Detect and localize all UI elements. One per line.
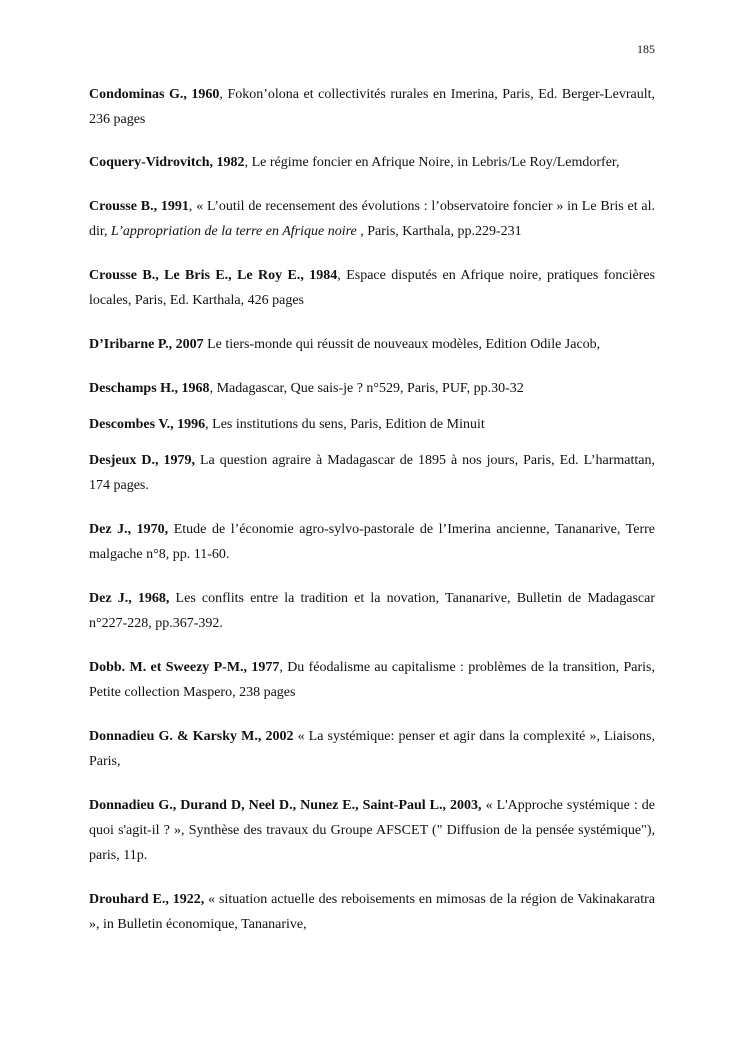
reference-author: Crousse B., Le Bris E., Le Roy E., 1984	[89, 268, 338, 283]
reference-list	[89, 82, 655, 937]
reference-entry: Crousse B., 1991, « L’outil de recensement des évolutions : l’observatoire foncier » in Le Bris et al. dir, L’appropriation de la terre en Afrique noire , Paris, Karthala, pp.229-231	[89, 199, 655, 239]
reference-author: Donnadieu G., Durand D, Neel D., Nunez E., Saint-Paul L., 2003,	[89, 798, 482, 813]
reference-text: Etude de l’économie agro-sylvo-pastorale de l’Imerina ancienne, Tananarive, Terre malgache n°8, pp. 11-60.	[89, 522, 655, 562]
reference-author: Coquery-Vidrovitch, 1982	[89, 155, 245, 170]
reference-entry	[89, 448, 655, 498]
reference-author: Drouhard E., 1922,	[89, 892, 205, 907]
reference-entry: Crousse B., Le Bris E., Le Roy E., 1984, Espace disputés en Afrique noire, pratiques foncières locales, Paris, Ed. Karthala, 426 pages	[89, 268, 656, 308]
reference-text: Espace disputés en Afrique noire, pratiques foncières locales, Paris, Ed. Karthala, 426 pages	[89, 268, 656, 308]
reference-author: Donnadieu G. & Karsky M., 2002	[89, 729, 294, 744]
page-number: 185	[637, 42, 655, 56]
reference-text: « situation actuelle des reboisements en mimosas de la région de Vakinakaratra », in Bulletin économique, Tananarive,	[89, 892, 655, 932]
reference-entry	[89, 887, 655, 937]
reference-entry	[89, 724, 655, 774]
reference-title-italic: L’appropriation de la terre en Afrique noire	[111, 224, 357, 239]
reference-entry	[89, 793, 655, 868]
reference-author: Condominas G., 1960	[89, 87, 220, 102]
reference-entry: Condominas G., 1960, Fokon’olona et collectivités rurales en Imerina, Paris, Ed. Berger-Levrault, 236 pages	[89, 87, 656, 127]
reference-text: Le tiers-monde qui réussit de nouveaux modèles, Edition Odile Jacob,	[207, 337, 601, 352]
reference-text: Fokon’olona et collectivités rurales en Imerina, Paris, Ed. Berger-Levrault, 236 pages	[89, 87, 656, 127]
reference-entry	[89, 332, 655, 357]
reference-text: « L’outil de recensement des évolutions : l’observatoire foncier » in Le Bris et al. dir,	[89, 199, 655, 239]
reference-author: Dobb. M. et Sweezy P-M., 1977	[89, 660, 280, 675]
reference-author: Dez J., 1968,	[89, 591, 170, 606]
reference-text: Le régime foncier en Afrique Noire, in Lebris/Le Roy/Lemdorfer,	[251, 155, 620, 170]
reference-entry: Coquery-Vidrovitch, 1982, Le régime foncier en Afrique Noire, in Lebris/Le Roy/Lemdorfer,	[89, 155, 620, 170]
reference-text: Madagascar, Que sais-je ? n°529, Paris, PUF, pp.30-32	[216, 381, 524, 396]
reference-entry	[89, 517, 655, 567]
reference-author: D’Iribarne P., 2007	[89, 337, 204, 352]
reference-text: Les conflits entre la tradition et la novation, Tananarive, Bulletin de Madagascar n°227-228, pp.367-392.	[89, 591, 655, 631]
reference-text: Du féodalisme au capitalisme : problèmes de la transition, Paris, Petite collection Maspero, 238 pages	[89, 660, 655, 700]
reference-author: Deschamps H., 1968	[89, 381, 210, 396]
reference-entry: Descombes V., 1996, Les institutions du sens, Paris, Edition de Minuit	[89, 417, 485, 432]
reference-text: Les institutions du sens, Paris, Edition de Minuit	[212, 417, 485, 432]
reference-author: Crousse B., 1991	[89, 199, 189, 214]
reference-text: « La systémique: penser et agir dans la complexité », Liaisons, Paris,	[89, 729, 656, 769]
reference-author: Dez J., 1970,	[89, 522, 169, 537]
reference-author: Desjeux D., 1979,	[89, 453, 196, 468]
reference-author: Descombes V., 1996	[89, 417, 206, 432]
reference-entry: Dobb. M. et Sweezy P-M., 1977, Du féodalisme au capitalisme : problèmes de la transition, Paris, Petite collection Maspero, 238 pages	[89, 660, 655, 700]
reference-text: La question agraire à Madagascar de 1895 à nos jours, Paris, Ed. L’harmattan, 174 pages.	[89, 453, 656, 493]
reference-entry: Deschamps H., 1968, Madagascar, Que sais-je ? n°529, Paris, PUF, pp.30-32	[89, 381, 524, 396]
reference-entry	[89, 586, 655, 636]
reference-text: « L'Approche systémique : de quoi s'agit-il ? », Synthèse des travaux du Groupe AFSCET (" Diffusion de la pensée systémique"), paris, 11p.	[89, 798, 655, 863]
reference-text-tail: , Paris, Karthala, pp.229-231	[356, 224, 522, 239]
